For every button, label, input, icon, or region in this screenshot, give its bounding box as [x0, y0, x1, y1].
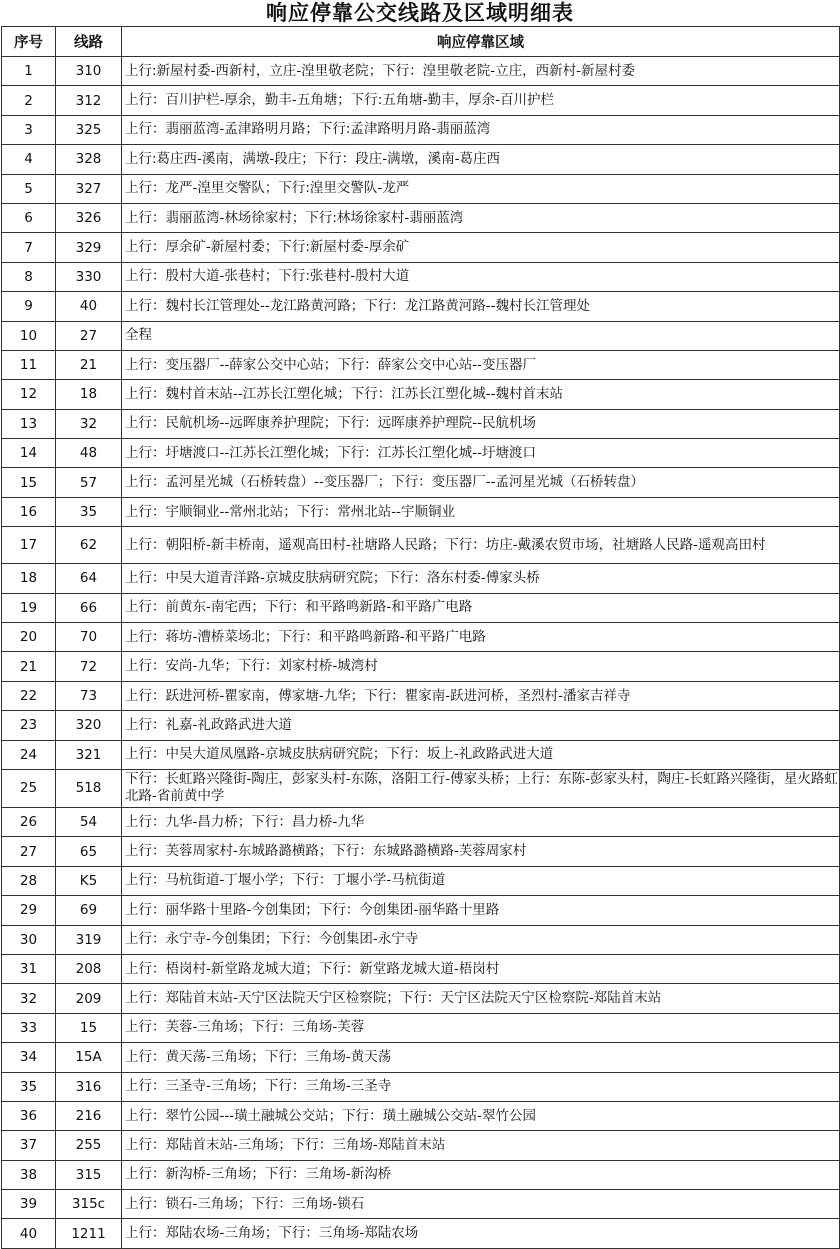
row-index-cell: 1	[2, 57, 56, 86]
row-index-cell: 27	[2, 837, 56, 866]
stop-area-cell: 上行：民航机场--远晖康养护理院；下行：远晖康养护理院--民航机场	[122, 409, 840, 438]
table-row	[2, 1013, 840, 1042]
table-row	[2, 1101, 840, 1130]
table-row	[2, 57, 840, 86]
row-index-cell: 13	[2, 409, 56, 438]
table-row	[2, 380, 840, 409]
stop-area-cell: 上行:葛庄西-溪南，满墩-段庄；下行：段庄-满墩，溪南-葛庄西	[122, 145, 840, 174]
route-number-cell: 57	[56, 468, 122, 497]
table-row	[2, 115, 840, 144]
row-index-cell: 35	[2, 1072, 56, 1101]
stop-area-cell: 上行：中吴大道青洋路-京城皮肤病研究院；下行：洛东村委-傅家头桥	[122, 564, 840, 593]
route-number-cell: 21	[56, 350, 122, 379]
stop-area-cell: 上行：郑陆首末站-天宁区法院天宁区检察院；下行：天宁区法院天宁区检察院-郑陆首末站	[122, 984, 840, 1013]
table-row	[2, 145, 840, 174]
stop-area-cell: 上行：礼嘉-礼政路武进大道	[122, 711, 840, 740]
table-row	[2, 652, 840, 681]
route-number-cell: 54	[56, 807, 122, 836]
table-row	[2, 468, 840, 497]
page-title: 响应停靠公交线路及区域明细表	[266, 0, 574, 25]
row-index-cell: 37	[2, 1131, 56, 1160]
stop-area-cell: 上行：翡丽蓝湾-孟津路明月路；下行:孟津路明月路-翡丽蓝湾	[122, 115, 840, 144]
stop-area-cell: 上行：丽华路十里路-今创集团；下行：今创集团-丽华路十里路	[122, 896, 840, 925]
row-index-cell: 24	[2, 740, 56, 769]
table-row	[2, 954, 840, 983]
table-row	[2, 439, 840, 468]
table-row	[2, 527, 840, 564]
row-index-cell: 22	[2, 681, 56, 710]
stop-area-cell: 全程	[122, 321, 840, 350]
stop-area-cell: 上行：圩塘渡口--江苏长江塑化城；下行：江苏长江塑化城--圩塘渡口	[122, 439, 840, 468]
bus-route-table	[1, 26, 840, 1249]
stop-area-cell: 上行：梧岗村-新堂路龙城大道；下行：新堂路龙城大道-梧岗村	[122, 954, 840, 983]
row-index-cell: 30	[2, 925, 56, 954]
route-number-cell: 35	[56, 497, 122, 526]
route-number-cell: 15	[56, 1013, 122, 1042]
table-row	[2, 262, 840, 291]
stop-area-cell: 上行：魏村首末站--江苏长江塑化城；下行：江苏长江塑化城--魏村首末站	[122, 380, 840, 409]
route-number-cell: 209	[56, 984, 122, 1013]
row-index-cell: 20	[2, 623, 56, 652]
route-number-cell: K5	[56, 866, 122, 895]
table-row	[2, 593, 840, 622]
table-row	[2, 233, 840, 262]
stop-area-cell: 上行:新屋村委-西新村，立庄-湟里敬老院；下行：湟里敬老院-立庄，西新村-新屋村委	[122, 57, 840, 86]
table-row	[2, 86, 840, 115]
row-index-cell: 8	[2, 262, 56, 291]
row-index-cell: 19	[2, 593, 56, 622]
route-number-cell: 18	[56, 380, 122, 409]
stop-area-cell: 上行：永宁寺-今创集团；下行：今创集团-永宁寺	[122, 925, 840, 954]
route-number-cell: 69	[56, 896, 122, 925]
table-row	[2, 350, 840, 379]
row-index-cell: 2	[2, 86, 56, 115]
route-number-cell: 32	[56, 409, 122, 438]
header-area: 响应停靠区域	[122, 27, 840, 57]
stop-area-cell: 上行：马杭街道-丁堰小学；下行：丁堰小学-马杭街道	[122, 866, 840, 895]
stop-area-cell: 上行：魏村长江管理处--龙江路黄河路；下行：龙江路黄河路--魏村长江管理处	[122, 292, 840, 321]
stop-area-cell: 上行：龙严-湟里交警队；下行:湟里交警队-龙严	[122, 174, 840, 203]
table-row	[2, 837, 840, 866]
table-row	[2, 497, 840, 526]
header-index: 序号	[2, 27, 56, 57]
table-row	[2, 1219, 840, 1248]
stop-area-cell: 上行：安尚-九华；下行：刘家村桥-城湾村	[122, 652, 840, 681]
route-number-cell: 327	[56, 174, 122, 203]
route-number-cell: 255	[56, 1131, 122, 1160]
row-index-cell: 23	[2, 711, 56, 740]
row-index-cell: 38	[2, 1160, 56, 1189]
row-index-cell: 5	[2, 174, 56, 203]
table-row	[2, 807, 840, 836]
stop-area-cell: 上行：郑陆农场-三角场；下行：三角场-郑陆农场	[122, 1219, 840, 1248]
row-index-cell: 10	[2, 321, 56, 350]
table-row	[2, 321, 840, 350]
stop-area-cell: 上行：芙蓉-三角场；下行：三角场-芙蓉	[122, 1013, 840, 1042]
table-row	[2, 1131, 840, 1160]
row-index-cell: 25	[2, 769, 56, 807]
route-number-cell: 310	[56, 57, 122, 86]
table-row	[2, 740, 840, 769]
stop-area-cell: 上行：变压器厂--薛家公交中心站；下行：薛家公交中心站--变压器厂	[122, 350, 840, 379]
table-row	[2, 711, 840, 740]
row-index-cell: 40	[2, 1219, 56, 1248]
route-number-cell: 64	[56, 564, 122, 593]
route-number-cell: 312	[56, 86, 122, 115]
route-number-cell: 329	[56, 233, 122, 262]
header-line: 线路	[56, 27, 122, 57]
route-number-cell: 48	[56, 439, 122, 468]
stop-area-cell: 上行：郑陆首末站-三角场；下行：三角场-郑陆首末站	[122, 1131, 840, 1160]
route-number-cell: 27	[56, 321, 122, 350]
stop-area-cell: 上行：百川护栏-厚余，勤丰-五角塘；下行:五角塘-勤丰，厚余-百川护栏	[122, 86, 840, 115]
row-index-cell: 29	[2, 896, 56, 925]
stop-area-cell: 上行：黄天荡-三角场；下行：三角场-黄天荡	[122, 1043, 840, 1072]
table-header-row	[2, 27, 840, 57]
row-index-cell: 18	[2, 564, 56, 593]
route-number-cell: 315c	[56, 1190, 122, 1219]
route-number-cell: 40	[56, 292, 122, 321]
route-number-cell: 62	[56, 527, 122, 564]
table-row	[2, 1190, 840, 1219]
table-row	[2, 866, 840, 895]
route-number-cell: 330	[56, 262, 122, 291]
route-number-cell: 518	[56, 769, 122, 807]
table-row	[2, 623, 840, 652]
table-row	[2, 564, 840, 593]
table-row	[2, 925, 840, 954]
row-index-cell: 39	[2, 1190, 56, 1219]
stop-area-cell: 上行：三圣寺-三角场；下行：三角场-三圣寺	[122, 1072, 840, 1101]
route-number-cell: 70	[56, 623, 122, 652]
route-number-cell: 325	[56, 115, 122, 144]
route-number-cell: 208	[56, 954, 122, 983]
stop-area-cell: 上行：中吴大道凤凰路-京城皮肤病研究院；下行：坂上-礼政路武进大道	[122, 740, 840, 769]
route-number-cell: 320	[56, 711, 122, 740]
route-number-cell: 319	[56, 925, 122, 954]
stop-area-cell: 上行：殷村大道-张巷村；下行:张巷村-殷村大道	[122, 262, 840, 291]
stop-area-cell: 上行：翠竹公园---璜土融城公交站；下行：璜土融城公交站-翠竹公园	[122, 1101, 840, 1130]
route-number-cell: 65	[56, 837, 122, 866]
table-row	[2, 1160, 840, 1189]
table-row	[2, 409, 840, 438]
stop-area-cell: 上行：厚余矿-新屋村委；下行:新屋村委-厚余矿	[122, 233, 840, 262]
row-index-cell: 26	[2, 807, 56, 836]
row-index-cell: 28	[2, 866, 56, 895]
stop-area-cell: 上行：锁石-三角场；下行：三角场-锁石	[122, 1190, 840, 1219]
stop-area-cell: 上行：翡丽蓝湾-林场徐家村；下行:林场徐家村-翡丽蓝湾	[122, 203, 840, 232]
table-row	[2, 1072, 840, 1101]
stop-area-cell: 上行：前黄东-南宅西；下行：和平路鸣新路-和平路广电路	[122, 593, 840, 622]
row-index-cell: 6	[2, 203, 56, 232]
row-index-cell: 36	[2, 1101, 56, 1130]
row-index-cell: 16	[2, 497, 56, 526]
route-number-cell: 72	[56, 652, 122, 681]
stop-area-cell: 上行：蒋坊-漕桥菜场北；下行：和平路鸣新路-和平路广电路	[122, 623, 840, 652]
table-row	[2, 1043, 840, 1072]
table-row	[2, 896, 840, 925]
table-row	[2, 203, 840, 232]
table-row	[2, 681, 840, 710]
stop-area-cell: 上行：新沟桥-三角场；下行：三角场-新沟桥	[122, 1160, 840, 1189]
row-index-cell: 3	[2, 115, 56, 144]
table-body	[2, 57, 840, 1249]
route-number-cell: 73	[56, 681, 122, 710]
row-index-cell: 33	[2, 1013, 56, 1042]
row-index-cell: 12	[2, 380, 56, 409]
row-index-cell: 14	[2, 439, 56, 468]
row-index-cell: 4	[2, 145, 56, 174]
route-number-cell: 328	[56, 145, 122, 174]
table-row	[2, 769, 840, 807]
stop-area-cell: 上行：芙蓉周家村-东城路潞横路；下行：东城路潞横路-芙蓉周家村	[122, 837, 840, 866]
route-number-cell: 321	[56, 740, 122, 769]
row-index-cell: 32	[2, 984, 56, 1013]
row-index-cell: 34	[2, 1043, 56, 1072]
route-number-cell: 216	[56, 1101, 122, 1130]
route-number-cell: 66	[56, 593, 122, 622]
route-number-cell: 1211	[56, 1219, 122, 1248]
row-index-cell: 7	[2, 233, 56, 262]
stop-area-cell: 上行：跃进河桥-瞿家南，傅家塘-九华；下行：瞿家南-跃进河桥，圣烈村-潘家吉祥寺	[122, 681, 840, 710]
route-number-cell: 15A	[56, 1043, 122, 1072]
table-row	[2, 984, 840, 1013]
stop-area-cell: 上行：九华-昌力桥；下行：昌力桥-九华	[122, 807, 840, 836]
route-number-cell: 316	[56, 1072, 122, 1101]
table-row	[2, 174, 840, 203]
row-index-cell: 15	[2, 468, 56, 497]
stop-area-cell: 上行：宇顺铜业--常州北站；下行：常州北站--宇顺铜业	[122, 497, 840, 526]
stop-area-cell: 上行：朝阳桥-新丰桥南，遥观高田村-社塘路人民路；下行：坊庄-戴溪农贸市场，社塘路人民路-遥观高田村	[122, 527, 840, 564]
stop-area-cell: 下行：长虹路兴隆街-陶庄，彭家头村-东陈，洛阳工行-傅家头桥；上行：东陈-彭家头村，陶庄-长虹路兴隆街，星火路虹北路-省前黄中学	[122, 769, 840, 807]
row-index-cell: 17	[2, 527, 56, 564]
row-index-cell: 21	[2, 652, 56, 681]
route-number-cell: 326	[56, 203, 122, 232]
row-index-cell: 31	[2, 954, 56, 983]
row-index-cell: 9	[2, 292, 56, 321]
route-number-cell: 315	[56, 1160, 122, 1189]
row-index-cell: 11	[2, 350, 56, 379]
stop-area-cell: 上行：孟河星光城（石桥转盘）--变压器厂；下行：变压器厂--孟河星光城（石桥转盘）	[122, 468, 840, 497]
table-row	[2, 292, 840, 321]
